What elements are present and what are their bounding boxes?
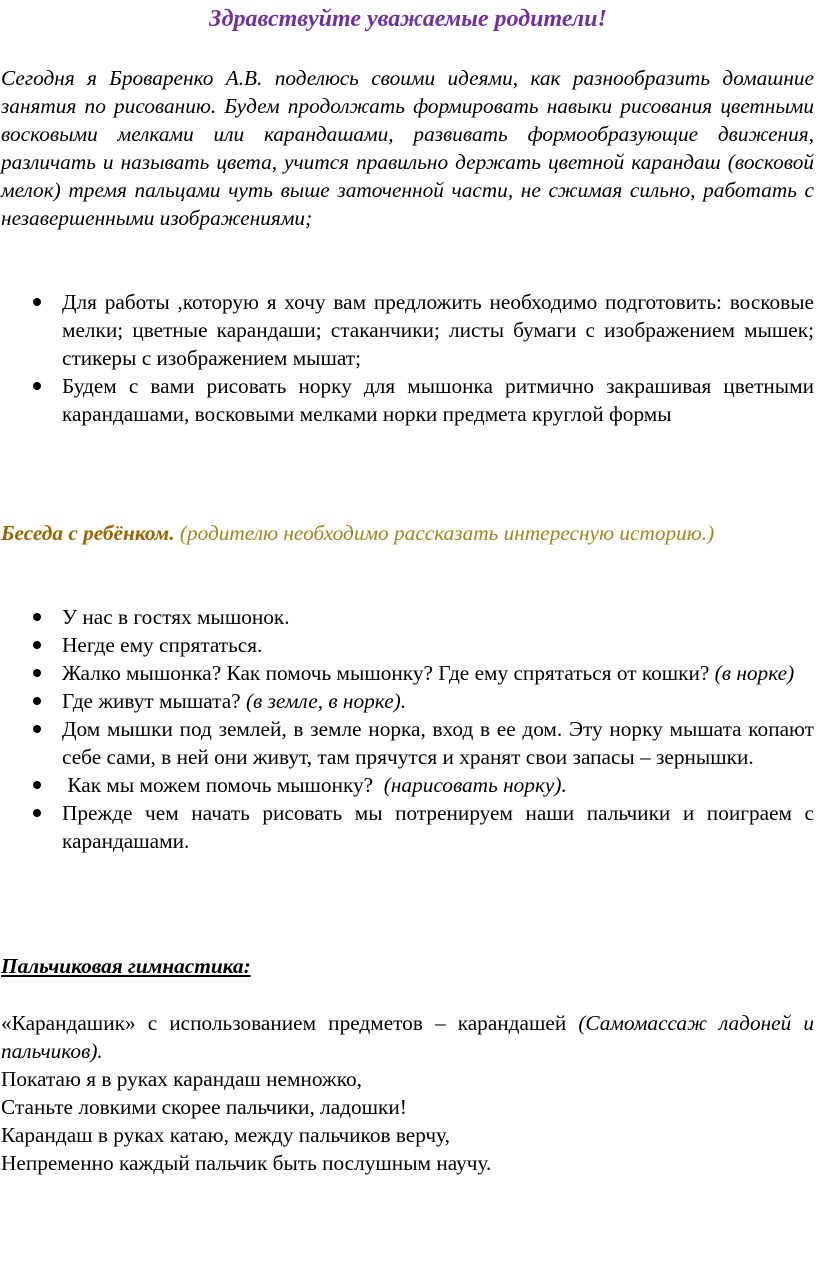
conversation-paragraph [1,519,814,547]
list-item [0,603,816,631]
conversation-heading: Беседа с ребёнком. [1,521,175,545]
gymnastics-intro-text: «Карандашик» с использованием предметов – карандашей [1,1011,579,1035]
list-item-answer: (в норке) [714,661,795,685]
list-item-text: Для работы ,которую я хочу вам предложить необходимо подготовить: восковые мелки; цветные карандаши; стаканчики; листы бумаги с изображением мышек; стикеры с изображением мышат; [62,290,814,370]
list-item-answer: (в земле, в норке). [245,689,407,713]
bullet-icon [33,669,41,677]
bullet-icon [33,641,41,649]
conversation-note: (родителю необходимо рассказать интересную историю.) [174,521,715,545]
bullet-icon [33,809,41,817]
list-item [0,771,816,799]
poem [1,1065,491,1177]
list-item-text: Как мы можем помочь мышонку? [62,773,384,797]
list-item [0,659,816,687]
gymnastics-heading: Пальчиковая гимнастика: [1,954,251,978]
list-item-text: Будем с вами рисовать норку для мышонка ритмично закрашивая цветными карандашами, восковыми мелками норки предмета круглой формы [62,374,814,426]
gymnastics-intro-note: (Самомассаж ладоней и пальчиков). [1,1011,814,1063]
list-item [0,631,816,659]
poem-line: Станьте ловкими скорее пальчики, ладошки! [1,1095,407,1119]
bullet-icon [33,298,41,306]
gymnastics-intro [1,1009,814,1065]
intro-paragraph: Сегодня я Броваренко А.В. поделюсь своими идеями, как разнообразить домашние занятия по рисованию. Будем продолжать формировать навыки рисования цветными восковыми мелками или карандашами, развивать формообразующие движения, различать и называть цвета, учится правильно держать цветной карандаш (восковой мелок) тремя пальцами чуть выше заточенной части, не сжимая сильно, работать с незавершенными изображениями; [1,66,814,230]
list-item [0,799,816,855]
list-item-answer: (нарисовать норку). [383,773,567,797]
poem-line: Покатаю я в руках карандаш немножко, [1,1067,362,1091]
conversation-list [0,603,816,855]
list-item-text: Жалко мышонка? Как помочь мышонку? Где ему спрятаться от кошки? [62,661,715,685]
list-item [0,372,816,428]
bullet-icon [33,697,41,705]
poem-line: Непременно каждый пальчик быть послушным научу. [1,1151,492,1175]
bullet-icon [33,382,41,390]
bullet-icon [33,613,41,621]
page-title: Здравствуйте уважаемые родители! [209,6,607,32]
materials-list [0,288,816,428]
list-item-text: У нас в гостях мышонок. [62,605,290,629]
list-item-text: Прежде чем начать рисовать мы потренируем наши пальчики и поиграем с карандашами. [62,801,814,853]
list-item [0,715,816,771]
list-item-text: Негде ему спрятаться. [62,633,263,657]
list-item-text: Дом мышки под землей, в земле норка, вход в ее дом. Эту норку мышата копают себе сами, в ней они живут, там прячутся и хранят свои запасы – зернышки. [62,717,814,769]
list-item [0,288,816,372]
bullet-icon [33,725,41,733]
poem-line: Карандаш в руках катаю, между пальчиков верчу, [1,1123,450,1147]
list-item [0,687,816,715]
bullet-icon [33,781,41,789]
list-item-text: Где живут мышата? [62,689,246,713]
